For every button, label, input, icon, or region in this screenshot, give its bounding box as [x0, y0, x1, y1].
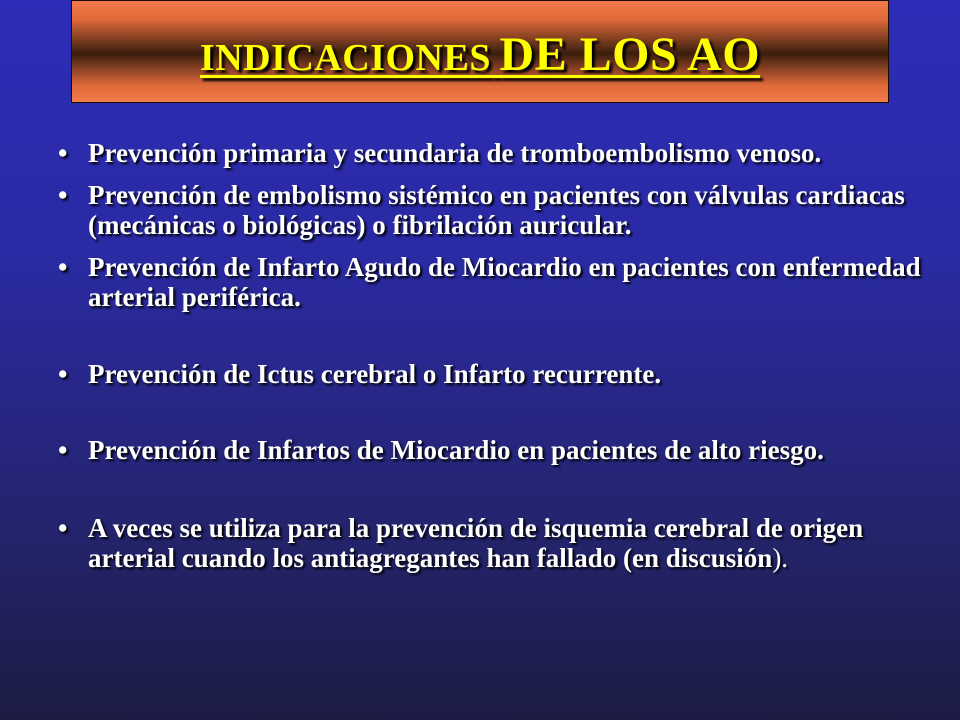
bullet-dot-icon: • [58, 435, 68, 465]
bullet-text: Prevención de Ictus cerebral o Infarto recurrente. [88, 359, 662, 389]
bullet-item [58, 513, 928, 573]
bullet-item [58, 252, 928, 312]
bullet-item [58, 435, 928, 465]
bullet-dot-icon: • [58, 138, 68, 168]
title-banner [71, 0, 889, 103]
bullet-text: Prevención de Infarto Agudo de Miocardio en pacientes con enfermedad arterial periférica. [88, 252, 921, 312]
bullet-text: A veces se utiliza para la prevención de isquemia cerebral de origen arterial cuando los antiagregantes han fallado (en discusión [88, 513, 864, 573]
bullet-list [58, 138, 928, 573]
bullet-dot-icon: • [58, 252, 68, 282]
bullet-dot-icon: • [58, 180, 68, 210]
bullet-text: Prevención primaria y secundaria de tromboembolismo venoso. [88, 138, 822, 168]
slide-title-part2: DE LOS AO [499, 28, 761, 81]
bullet-text: Prevención de Infartos de Miocardio en pacientes de alto riesgo. [88, 435, 824, 465]
bullet-text: Prevención de embolismo sistémico en pacientes con válvulas cardiacas (mecánicas o biológicas) o fibrilación auricular. [88, 180, 905, 240]
bullet-item [58, 180, 928, 240]
bullet-item [58, 359, 928, 389]
bullet-dot-icon: • [58, 359, 68, 389]
bullet-text-tail: ). [772, 543, 789, 573]
slide-title [200, 21, 760, 82]
bullet-item [58, 138, 928, 168]
bullet-dot-icon: • [58, 513, 68, 543]
slide-title-part1: INDICACIONES [199, 37, 491, 79]
